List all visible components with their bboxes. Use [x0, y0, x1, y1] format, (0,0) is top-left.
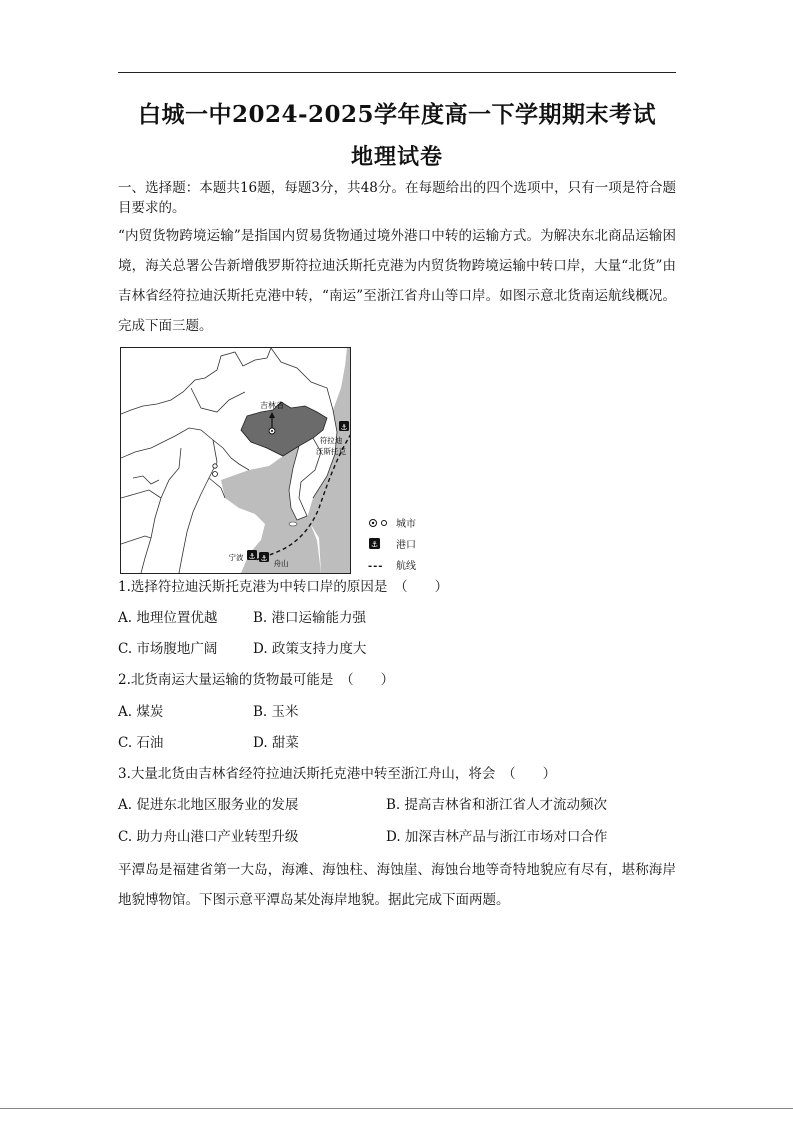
top-rule [118, 72, 676, 73]
question-1-stem: 1.选择符拉迪沃斯托克港为中转口岸的原因是 （ ） [118, 579, 449, 595]
bottom-rule [0, 1108, 793, 1109]
island [289, 522, 297, 526]
exam-title: 白城一中2024-2025学年度高一下学期期末考试 [137, 101, 657, 128]
legend-port-label: 港口 [396, 540, 416, 551]
question-3-option-b[interactable]: B. 提高吉林省和浙江省人才流动频次 [386, 797, 608, 813]
port-anchor-zhoushan: ⚓ [260, 554, 268, 563]
port-anchor-vlad: ⚓ [340, 423, 348, 432]
route-map-svg [121, 348, 350, 573]
question-3-option-c[interactable]: C. 助力舟山港口产业转型升级 [118, 829, 299, 845]
svg-text:⚓: ⚓ [370, 540, 379, 549]
question-2-option-b[interactable]: B. 玉米 [253, 704, 299, 720]
legend-route [368, 559, 416, 575]
city-marker [213, 464, 217, 468]
question-2-option-a[interactable]: A. 煤炭 [118, 704, 164, 720]
legend-route-label: 航线 [396, 561, 416, 572]
city-marker [213, 472, 218, 477]
passage-pingtan-island: 平潭岛是福建省第一大岛，海滩、海蚀柱、海蚀崖、海蚀台地等奇特地貌应有尽有，堪称海岸地貌博物馆。下图示意平潭岛某处海岸地貌。据此完成下面两题。 [118, 862, 676, 908]
passage-cross-border-transport: “内贸货物跨境运输”是指国内贸易货物通过境外港口中转的运输方式。为解决东北商品运输困境，海关总署公告新增俄罗斯符拉迪沃斯托克港为内贸货物跨境运输中转口岸，大量“北货”由吉林省经符拉迪沃斯托克港中转，“南运”至浙江省舟山等口岸。如图示意北货南运航线概况。完成下面三题。 [118, 228, 676, 334]
route-symbol: --- [368, 561, 384, 572]
label-vladivostok-2: 沃斯托克 [316, 447, 346, 456]
exam-subtitle: 地理试卷 [350, 144, 443, 170]
question-1-option-d[interactable]: D. 政策支持力度大 [253, 641, 367, 657]
question-3-option-d[interactable]: D. 加深吉林产品与浙江市场对口合作 [386, 829, 608, 845]
question-1-option-c[interactable]: C. 市场腹地广阔 [118, 641, 218, 657]
question-3-stem: 3.大量北货由吉林省经符拉迪沃斯托克港中转至浙江舟山，将会 （ ） [118, 766, 557, 782]
label-ningbo: 宁波 [228, 553, 244, 562]
route-map [120, 347, 351, 574]
question-2-stem: 2.北货南运大量运输的货物最可能是 （ ） [118, 672, 395, 688]
legend-port [368, 538, 416, 554]
label-vladivostok-1: 符拉迪 [319, 436, 343, 445]
city-icon [368, 517, 396, 533]
question-1-option-b[interactable]: B. 港口运输能力强 [253, 610, 367, 626]
jilin-city-marker-core [271, 430, 273, 432]
question-3-option-a[interactable]: A. 促进东北地区服务业的发展 [118, 797, 299, 813]
section-instructions: 一、选择题：本题共16题，每题3分，共48分。在每题给出的四个选项中，只有一项是符合题目要求的。 [118, 180, 676, 216]
legend-city [368, 517, 416, 533]
label-jilin: 吉林省 [260, 401, 284, 410]
anchor-icon [368, 537, 396, 555]
legend-city-label: 城市 [396, 519, 416, 530]
port-anchor-ningbo: ⚓ [248, 552, 256, 561]
map-legend [368, 517, 416, 580]
question-2-option-d[interactable]: D. 甜菜 [253, 735, 299, 751]
question-1-option-a[interactable]: A. 地理位置优越 [118, 610, 218, 626]
question-2-option-c[interactable]: C. 石油 [118, 735, 164, 751]
label-zhoushan: 舟山 [273, 559, 289, 568]
